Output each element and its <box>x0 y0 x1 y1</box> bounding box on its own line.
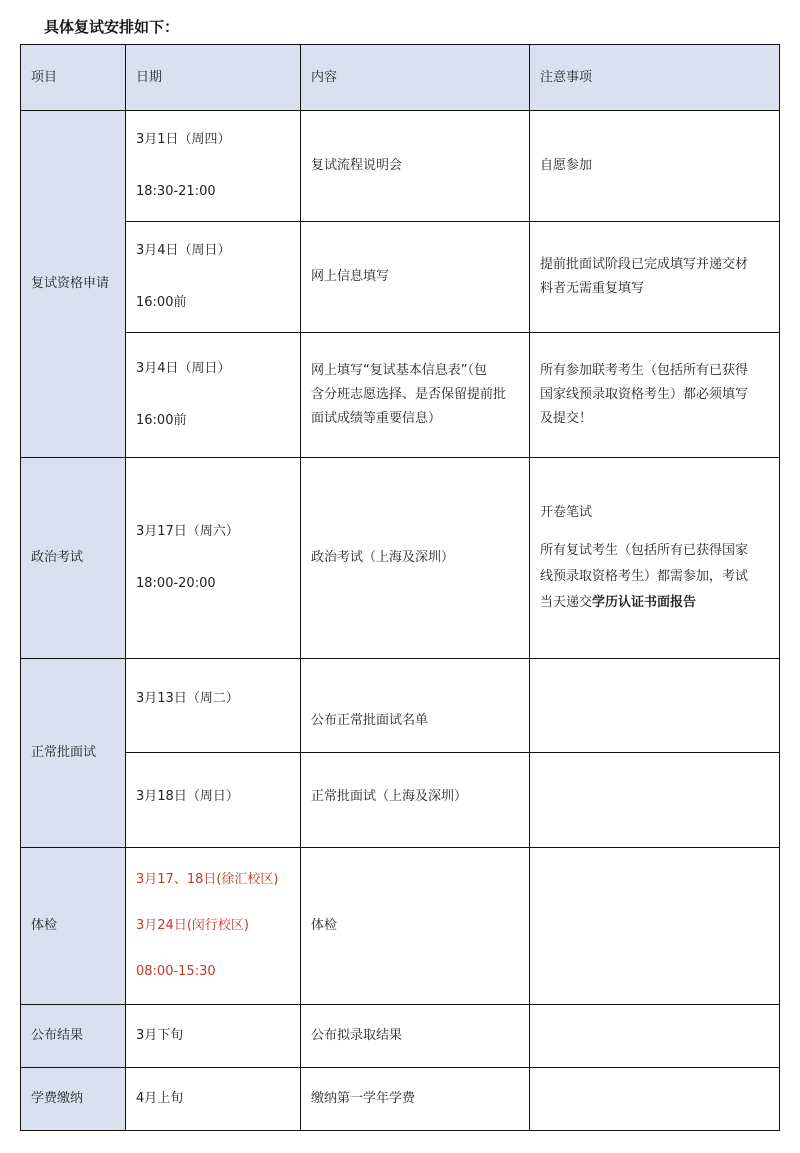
content-cell: 网上信息填写 <box>301 222 530 333</box>
note-cell: 自愿参加 <box>530 111 780 222</box>
content-cell: 公布拟录取结果 <box>301 1005 530 1068</box>
note-cell <box>530 333 780 458</box>
date-cell <box>126 333 301 458</box>
note-line: 线预录取资格考生）都需参加，考试 <box>540 569 749 584</box>
table-row <box>21 111 780 222</box>
note-line: 开卷笔试 <box>540 505 593 520</box>
table-row <box>21 1005 780 1068</box>
date-text: 3月17日（周六） <box>136 524 239 539</box>
date-text: 3月1日（周四） <box>136 132 231 147</box>
table-row <box>21 458 780 659</box>
header-content: 内容 <box>301 45 530 111</box>
date-cell <box>126 222 301 333</box>
header-row <box>21 45 780 111</box>
content-cell: 正常批面试（上海及深圳） <box>301 753 530 848</box>
time-text: 08:00-15:30 <box>136 964 216 979</box>
note-cell <box>530 848 780 1005</box>
date-cell: 3月下旬 <box>126 1005 301 1068</box>
content-cell: 复试流程说明会 <box>301 111 530 222</box>
date-cell: 3月18日（周日） <box>126 753 301 848</box>
date-cell <box>126 848 301 1005</box>
table-row <box>21 1068 780 1131</box>
header-item: 项目 <box>21 45 126 111</box>
page-heading: 具体复试安排如下： <box>44 18 180 36</box>
content-cell: 公布正常批面试名单 <box>301 659 530 753</box>
emphasis-text: 学历认证书面报告 <box>592 595 697 610</box>
time-text: 16:00前 <box>136 295 187 310</box>
note-cell <box>530 753 780 848</box>
date-text: 3月24日(闵行校区) <box>136 918 249 933</box>
note-line: 料者无需重复填写 <box>540 281 645 296</box>
note-line: 所有参加联考考生（包括所有已获得 <box>540 363 749 378</box>
note-cell <box>530 1068 780 1131</box>
note-line: 所有复试考生（包括所有已获得国家 <box>540 543 749 558</box>
group-name: 体检 <box>21 848 126 1005</box>
header-notes: 注意事项 <box>530 45 780 111</box>
content-cell: 缴纳第一学年学费 <box>301 1068 530 1131</box>
date-text: 3月4日（周日） <box>136 361 231 376</box>
group-name: 复试资格申请 <box>21 111 126 458</box>
note-line <box>540 590 779 616</box>
table-row <box>21 848 780 1005</box>
note-line: 提前批面试阶段已完成填写并递交材 <box>540 257 749 272</box>
note-line: 国家线预录取资格考生）都必须填写 <box>540 387 749 402</box>
date-cell <box>126 458 301 659</box>
table-row <box>21 333 780 458</box>
note-text: 当天递交 <box>540 595 593 610</box>
note-cell <box>530 222 780 333</box>
note-cell <box>530 458 780 659</box>
content-line: 网上填写“复试基本信息表”（包 <box>311 363 487 378</box>
group-name: 学费缴纳 <box>21 1068 126 1131</box>
group-name: 公布结果 <box>21 1005 126 1068</box>
group-name: 政治考试 <box>21 458 126 659</box>
group-name: 正常批面试 <box>21 659 126 848</box>
time-text: 18:30-21:00 <box>136 184 216 199</box>
header-date: 日期 <box>126 45 301 111</box>
note-cell <box>530 1005 780 1068</box>
time-text: 18:00-20:00 <box>136 576 216 591</box>
time-text: 16:00前 <box>136 413 187 428</box>
date-cell: 3月13日（周二） <box>126 659 301 753</box>
content-line: 面试成绩等重要信息） <box>311 411 442 426</box>
schedule-table <box>20 44 780 1131</box>
note-line: 及提交！ <box>540 411 593 426</box>
note-cell <box>530 659 780 753</box>
date-cell: 4月上旬 <box>126 1068 301 1131</box>
table-row <box>21 659 780 753</box>
content-cell: 政治考试（上海及深圳） <box>301 458 530 659</box>
content-line: 含分班志愿选择、是否保留提前批 <box>311 387 507 402</box>
content-cell <box>301 333 530 458</box>
date-cell <box>126 111 301 222</box>
table-row <box>21 753 780 848</box>
date-text: 3月4日（周日） <box>136 243 231 258</box>
date-text: 3月17、18日(徐汇校区) <box>136 872 279 887</box>
content-cell: 体检 <box>301 848 530 1005</box>
table-row <box>21 222 780 333</box>
